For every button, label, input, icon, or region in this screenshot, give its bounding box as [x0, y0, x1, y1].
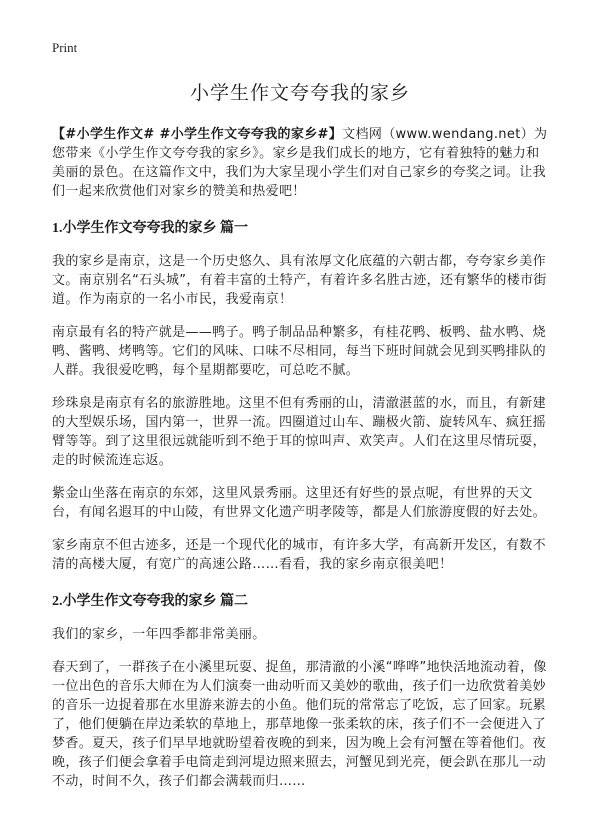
- section-heading-1: 1.小学生作文夸夸我的家乡 篇一: [52, 221, 248, 236]
- intro-tags: 【#小学生作文# #小学生作文夸夸我的家乡#】: [52, 127, 343, 142]
- section-2-paragraph-2: 春天到了，一群孩子在小溪里玩耍、捉鱼，那清澈的小溪“哗哗”地快活地流动着，像一位出色的音乐大师在为人们演奏一曲动听而又美妙的歌曲，孩子们一边欣赏着美妙的音乐一边捉着那在水里游来游去的小鱼。他们玩的常常忘了吃饭，忘了回家。玩累了，他们便躺在岸边柔软的草地上，那草地像一张柔软的床，孩子们不一会便进入了梦香。夏天，孩子们早早地就盼望着夜晚的到来，因为晚上会有河蟹在等着他们。夜晚，孩子们便会拿着手电筒走到河堤边照来照去，河蟹见到光亮，便会趴在那儿一动不动，时间不久，孩子们都会满载而归……: [52, 660, 547, 789]
- page-title: 小学生作文夸夸我的家乡: [189, 82, 410, 104]
- section-1-paragraph-5: 家乡南京不但古迹多，还是一个现代化的城市，有许多大学，有高新开发区，有数不清的高楼大厦，有宽广的高速公路……看看，我的家乡南京很美吧！: [52, 538, 546, 572]
- section-2-paragraph-1: 我们的家乡，一年四季都非常美丽。: [52, 627, 266, 642]
- intro-text: 文档网（www.wendang.net）为您带来《小学生作文夸夸我的家乡》。家乡是我们成长的地方，它有着独特的魅力和美丽的景色。在这篇作文中，我们为大家呈现小学生们对自己家乡的夸奖之词。让我们一起来欣赏他们对家乡的赞美和热爱吧！: [52, 127, 548, 199]
- section-1-paragraph-3: 珍珠泉是南京有名的旅游胜地。这里不但有秀丽的山，清澈湛蓝的水，而且，有新建的大型娱乐场，国内第一，世界一流。四圈道过山车、蹦极火箭、旋转风车、疯狂摇臂等等。到了这里很远就能听到不绝于耳的惊叫声、欢笑声。人们在这里尽情玩耍，走的时候流连忘返。: [52, 396, 546, 468]
- section-1-paragraph-2: 南京最有名的特产就是——鸭子。鸭子制品品种繁多，有桂花鸭、板鸭、盐水鸭、烧鸭、酱鸭、烤鸭等。它们的风味、口味不尽相同，每当下班时间就会见到买鸭排队的人群。我很爱吃鸭，每个星期都要吃，可总吃不腻。: [52, 325, 546, 378]
- section-1-paragraph-1: 我的家乡是南京，这是一个历史悠久、具有浓厚文化底蕴的六朝古都，夸夸家乡美作文。南京别名“石头城”，有着丰富的土特产，有着许多名胜古迹，还有繁华的楼市街道。作为南京的一名小市民，我爱南京！: [52, 254, 547, 307]
- section-1-paragraph-4: 紫金山坐落在南京的东郊，这里风景秀丽。这里还有好些的景点呢，有世界的天文台，有闻名遐耳的中山陵，有世界文化遗产明孝陵等，都是人们旅游度假的好去处。: [52, 486, 546, 520]
- intro-paragraph: [52, 125, 548, 201]
- print-label[interactable]: Print: [52, 40, 78, 55]
- section-heading-2: 2.小学生作文夸夸我的家乡 篇二: [52, 594, 248, 609]
